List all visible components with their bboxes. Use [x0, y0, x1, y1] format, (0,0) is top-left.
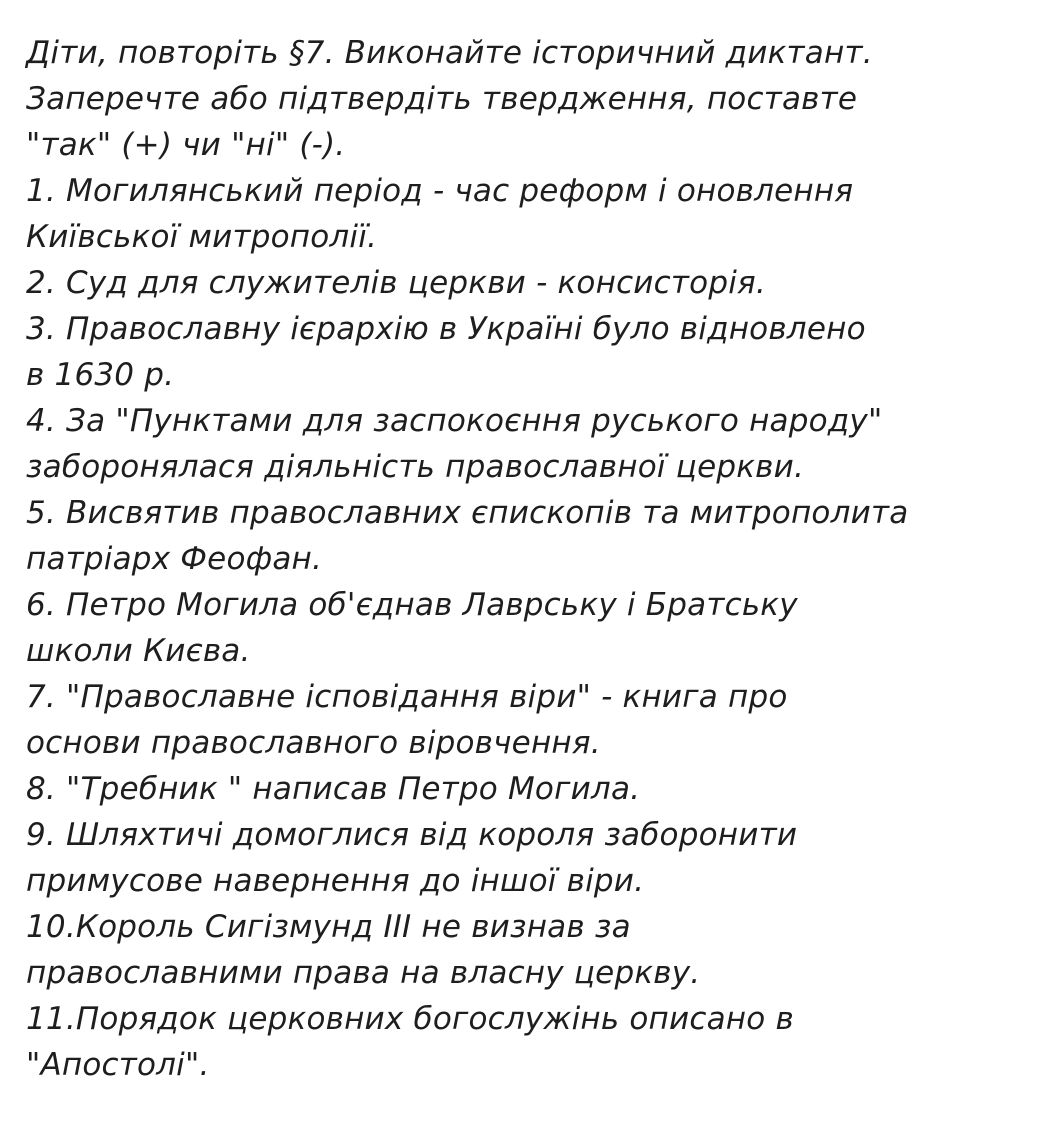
- statement-8: 8. "Требник " написав Петро Могила.: [26, 771, 641, 807]
- statement-9-line-1: 9. Шляхтичі домоглися від короля заборонити: [26, 817, 798, 853]
- handwritten-dictation-page: [26, 30, 1036, 1088]
- statement-2: 2. Суд для служителів церкви - консисторія.: [26, 265, 766, 301]
- statement-4-line-1: 4. За "Пунктами для заспокоєння руського народу": [26, 403, 883, 439]
- statement-6-line-1: 6. Петро Могила об'єднав Лаврську і Братську: [26, 587, 798, 623]
- statement-10-line-2: православними права на власну церкву.: [26, 955, 701, 991]
- instructions-line-3: "так" (+) чи "ні" (-).: [26, 127, 346, 163]
- statement-1-line-2: Київської митрополії.: [26, 219, 378, 255]
- statement-3-line-1: 3. Православну ієрархію в Україні було відновлено: [26, 311, 866, 347]
- statement-7-line-1: 7. "Православне ісповідання віри" - книга про: [26, 679, 788, 715]
- instructions-line-1: Діти, повторіть §7. Виконайте історичний диктант.: [26, 35, 873, 71]
- statement-9-line-2: примусове навернення до іншої віри.: [26, 863, 645, 899]
- statement-6-line-2: школи Києва.: [26, 633, 251, 669]
- statement-4-line-2: заборонялася діяльність православної церкви.: [26, 449, 805, 485]
- statement-7-line-2: основи православного віровчення.: [26, 725, 601, 761]
- statement-1-line-1: 1. Могилянський період - час реформ і оновлення: [26, 173, 854, 209]
- statement-5-line-2: патріарх Феофан.: [26, 541, 323, 577]
- statement-11-line-2: "Апостолі".: [26, 1047, 210, 1083]
- statement-5-line-1: 5. Висвятив православних єпископів та митрополита: [26, 495, 909, 531]
- statement-11-line-1: 11.Порядок церковних богослужінь описано в: [26, 1001, 794, 1037]
- statement-3-line-2: в 1630 р.: [26, 357, 175, 393]
- statement-10-line-1: 10.Король Сигізмунд III не визнав за: [26, 909, 631, 945]
- instructions-line-2: Заперечте або підтвердіть твердження, поставте: [26, 81, 858, 117]
